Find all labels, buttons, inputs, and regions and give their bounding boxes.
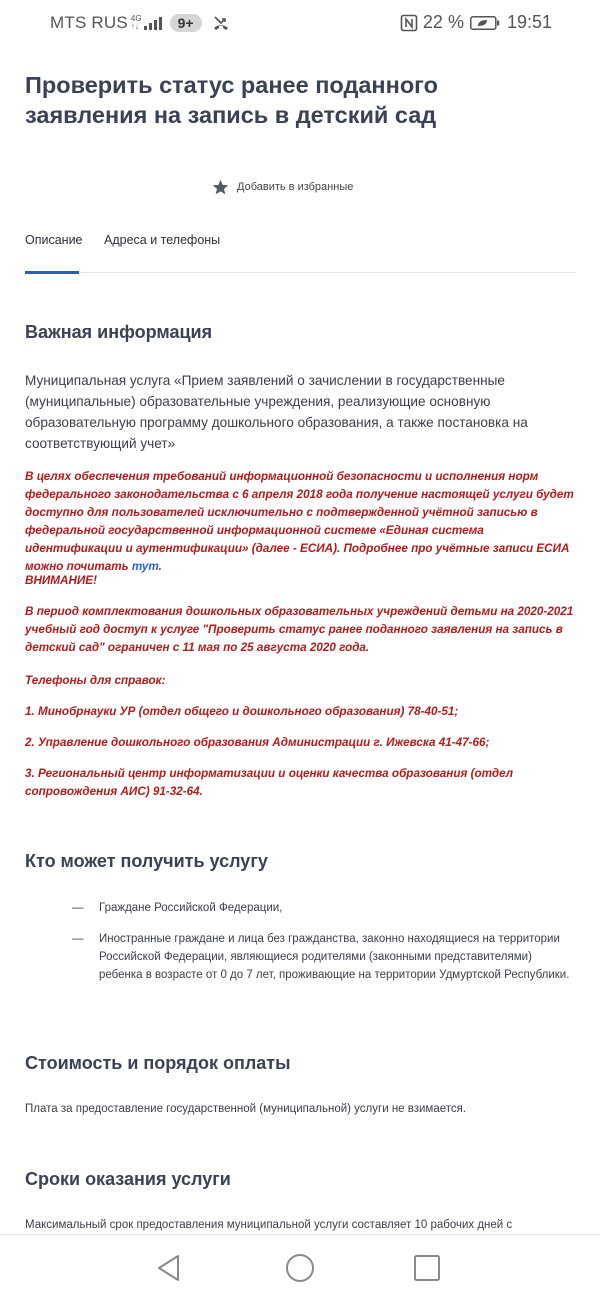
status-bar — [0, 0, 600, 46]
esia-info-link[interactable]: тут — [131, 560, 159, 573]
cost-heading: Стоимость и порядок оплаты — [25, 1053, 291, 1073]
important-info-heading: Важная информация — [25, 322, 213, 342]
terms-text: Максимальный срок предоставления муниципальной услуги составляет 10 рабочих дней с — [25, 1219, 513, 1231]
battery-icon — [470, 16, 500, 30]
tab-description[interactable]: Описание — [25, 233, 83, 247]
carrier-name: MTS RUS — [50, 13, 128, 32]
signal-icon — [144, 16, 162, 30]
tab-bar — [25, 222, 576, 273]
active-tab-indicator — [25, 271, 79, 274]
battery-percent: 22 % — [422, 12, 464, 32]
system-navigation-bar — [0, 1234, 600, 1300]
recipients-heading: Кто может получить услугу — [25, 851, 268, 871]
phones-heading: Телефоны для справок: — [25, 674, 166, 687]
clock: 19:51 — [506, 12, 552, 32]
star-icon — [212, 179, 229, 195]
phone-item: 3. Региональный центр информатизации и оценки качества образования (отдел сопровождения АИС) 91-32-64. — [25, 767, 514, 798]
security-notice: В целях обеспечения требований информационной безопасности и исполнения норм федерального законодательства с 6 апреля 2018 года получение настоящей услуги будет доступно для пользователей исключительно с подтвержденной учётной записью в федеральной государственной информационной системе «Единая система идентификации и аутентификации» (далее - ЕСИА). Подробнее про учётные записи ЕСИА можно почитать тут. — [25, 470, 574, 573]
home-circle-icon[interactable] — [283, 1251, 317, 1285]
add-to-favorites-button[interactable] — [212, 179, 353, 195]
phone-item: 2. Управление дошкольного образования Администрации г. Ижевска 41-47-66; — [25, 736, 490, 749]
tab-addresses-phones[interactable]: Адреса и телефоны — [104, 233, 221, 247]
notification-badge: 9+ — [170, 14, 202, 32]
nfc-icon — [400, 14, 418, 32]
period-notice: В период комплектования дошкольных образовательных учреждений детьми на 2020-2021 учебный год доступ к услуге "Проверить статус ранее поданного заявления на запись в детский сад" ограничен с 11 мая по 25 августа 2020 года. — [25, 605, 574, 654]
terms-heading: Сроки оказания услуги — [25, 1169, 231, 1189]
recents-square-icon[interactable] — [410, 1251, 444, 1285]
cost-text: Плата за предоставление государственной (муниципальной) услуги не взимается. — [25, 1103, 467, 1115]
missed-call-icon — [212, 14, 230, 32]
service-description: Муниципальная услуга «Прием заявлений о зачислении в государственные (муниципальные) образовательные учреждения, реализующие основную образовательную программу дошкольного образования, а также постановка на соответствующий учет» — [25, 373, 528, 451]
phone-item: 1. Минобрнауки УР (отдел общего и дошкольного образования) 78-40-51; — [25, 705, 459, 718]
network-type: 4G ↑↓ — [130, 14, 142, 31]
page-title: Проверить статус ранее поданного заявления на запись в детский сад — [25, 72, 439, 128]
back-triangle-icon[interactable] — [153, 1251, 187, 1285]
add-to-favorites-label: Добавить в избранные — [237, 181, 354, 193]
attention-label: ВНИМАНИЕ! — [25, 574, 97, 587]
